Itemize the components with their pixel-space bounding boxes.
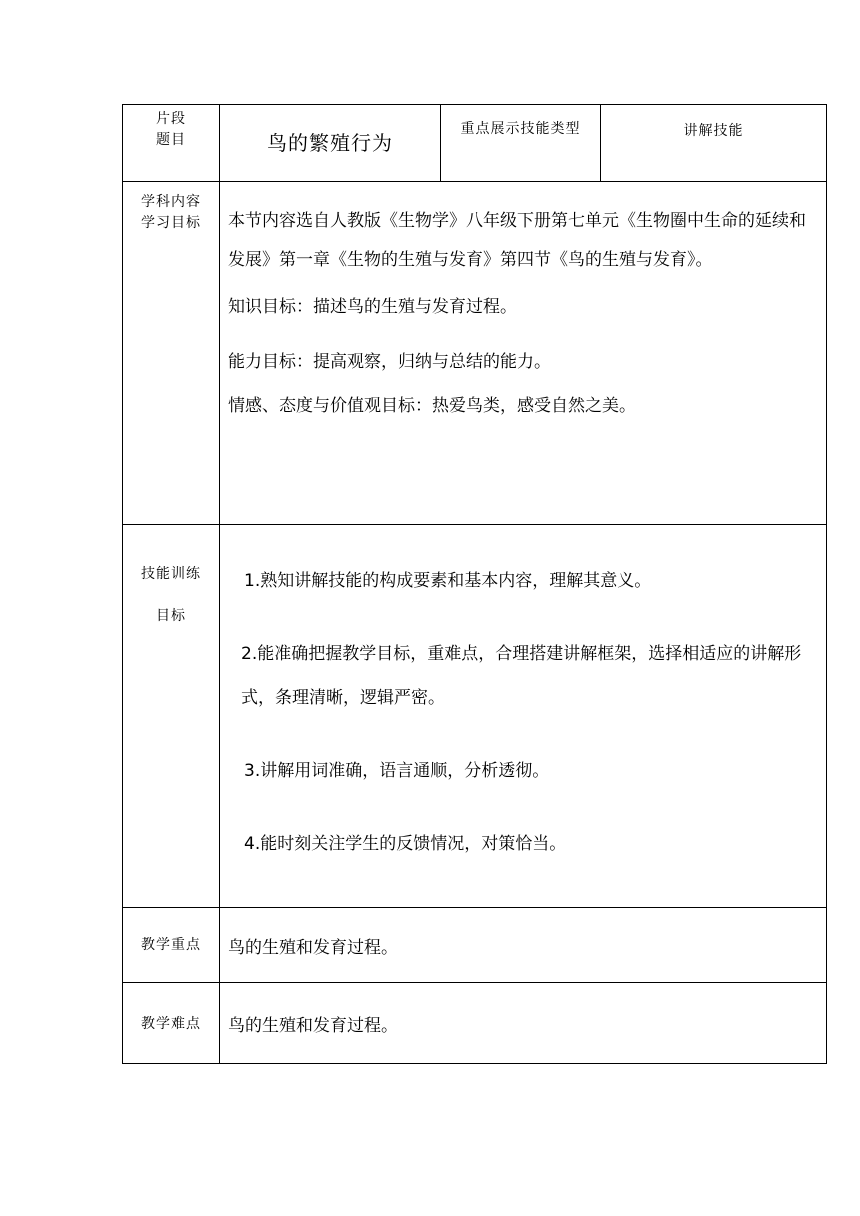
skill-training-label: 技能训练 目标 — [141, 566, 201, 624]
teaching-focus-label: 教学重点 — [141, 937, 201, 953]
skill-training-item: 1.熟知讲解技能的构成要素和基本内容，理解其意义。 — [244, 571, 652, 591]
content-label: 学科内容 学习目标 — [141, 194, 201, 231]
skill-training-label-cell — [123, 525, 220, 908]
teaching-difficulty-label-cell — [123, 983, 220, 1064]
lesson-title: 鸟的繁殖行为 — [267, 131, 393, 155]
content-body — [220, 182, 826, 421]
skill-type-label-cell — [441, 105, 601, 182]
skill-training-item: 4.能时刻关注学生的反馈情况，对策恰当。 — [244, 834, 567, 854]
content-intro: 本节内容选自人教版《生物学》八年级下册第七单元《生物圈中生命的延续和发展》第一章《生物的生殖与发育》第四节《鸟的生殖与发育》。 — [228, 211, 806, 270]
ability-goal: 能力目标：提高观察，归纳与总结的能力。 — [228, 352, 551, 372]
lesson-title-cell — [220, 105, 441, 182]
emotion-goal: 情感、态度与价值观目标：热爱鸟类，感受自然之美。 — [228, 396, 636, 416]
teaching-focus-label-cell — [123, 908, 220, 983]
teaching-focus-row — [123, 908, 827, 983]
teaching-difficulty-label: 教学难点 — [141, 1016, 201, 1032]
skill-type-label: 重点展示技能类型 — [460, 121, 581, 137]
header-row — [123, 105, 827, 182]
teaching-focus-value-cell — [220, 908, 827, 983]
skill-training-row — [123, 525, 827, 908]
content-label-cell — [123, 182, 220, 525]
skill-type-value-cell — [601, 105, 827, 182]
knowledge-goal: 知识目标：描述鸟的生殖与发育过程。 — [228, 297, 517, 317]
segment-title-label-cell — [123, 105, 220, 182]
teaching-difficulty-value: 鸟的生殖和发育过程。 — [228, 1016, 398, 1036]
skill-training-item: 2.能准确把握教学目标，重难点，合理搭建讲解框架，选择相适应的讲解形式，条理清晰，逻辑严密。 — [241, 644, 802, 708]
content-body-cell — [220, 182, 827, 525]
skill-training-body-cell — [220, 525, 827, 908]
teaching-focus-value: 鸟的生殖和发育过程。 — [228, 938, 398, 958]
skill-type-value: 讲解技能 — [683, 123, 744, 139]
teaching-difficulty-value-cell — [220, 983, 827, 1064]
skill-training-item: 3.讲解用词准确，语言通顺，分析透彻。 — [244, 761, 550, 781]
teaching-difficulty-row — [123, 983, 827, 1064]
content-row — [123, 182, 827, 525]
lesson-plan-table — [122, 104, 827, 1064]
skill-training-list — [220, 525, 826, 866]
segment-title-label: 片段 题目 — [156, 111, 186, 148]
